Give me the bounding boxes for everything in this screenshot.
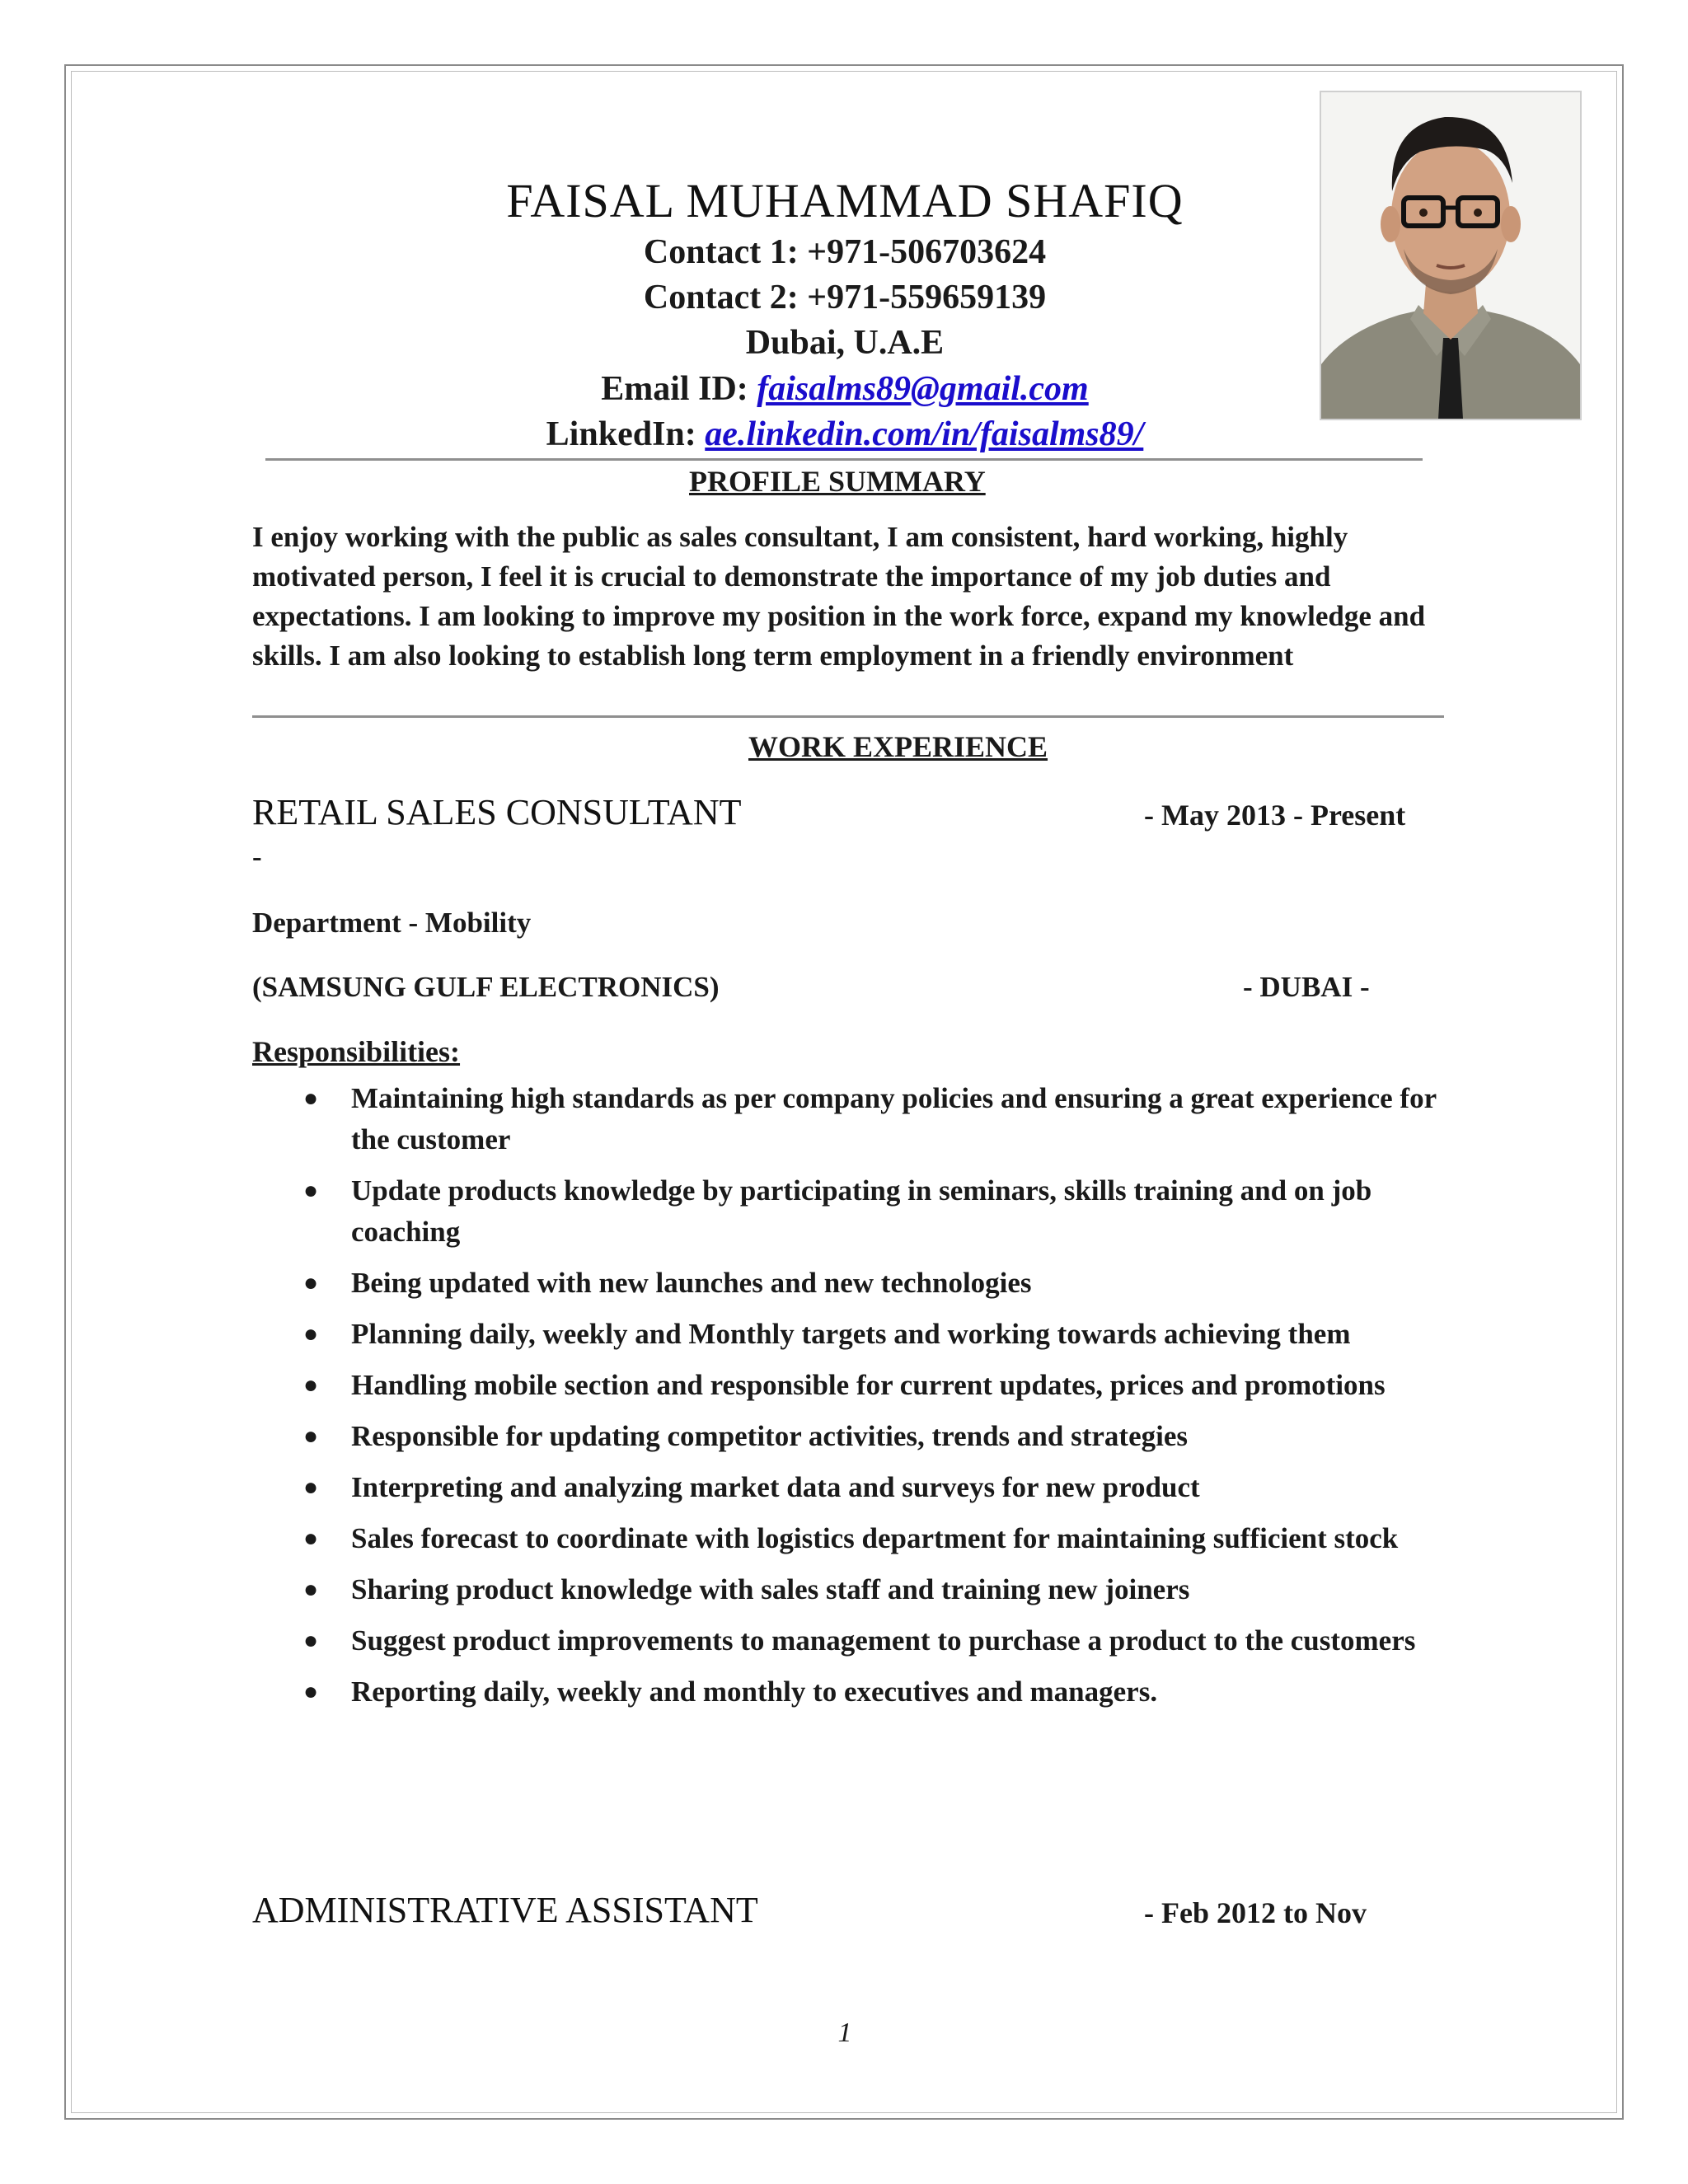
job-dates-retail: - May 2013 - Present <box>1144 799 1406 832</box>
list-item-text: Sales forecast to coordinate with logistics department for maintaining sufficient stock <box>351 1522 1399 1554</box>
responsibilities-list <box>252 1078 1456 1722</box>
list-item-text: Being updated with new launches and new technologies <box>351 1267 1032 1299</box>
list-item-text: Interpreting and analyzing market data and surveys for new product <box>351 1471 1200 1503</box>
bullet-icon: ● <box>303 1525 319 1552</box>
list-item <box>252 1569 1456 1610</box>
bullet-icon: ● <box>303 1627 319 1654</box>
list-item <box>252 1263 1456 1304</box>
list-item-text: Handling mobile section and responsible for current updates, prices and promotions <box>351 1369 1386 1401</box>
list-item <box>252 1467 1456 1508</box>
title-dash: - <box>252 841 262 873</box>
candidate-name: FAISAL MUHAMMAD SHAFIQ <box>506 174 1184 227</box>
list-item <box>252 1365 1456 1406</box>
list-item-text: Sharing product knowledge with sales staff and training new joiners <box>351 1573 1190 1605</box>
list-item-text: Suggest product improvements to management to purchase a product to the customers <box>351 1624 1416 1657</box>
profile-summary-text: I enjoy working with the public as sales consultant, I am consistent, hard working, highly motivated person, I feel it is crucial to demonstrate the importance of my job duties and expectations. I am looking to improve my position in the work force, expand my knowledge and skills. I am also looking to establish long term employment in a friendly environment <box>252 521 1426 672</box>
email-label: Email ID: <box>601 370 757 408</box>
list-item <box>252 1416 1456 1457</box>
portrait-image <box>1321 92 1580 419</box>
list-item <box>252 1078 1456 1160</box>
job-title-retail: RETAIL SALES CONSULTANT <box>252 792 742 832</box>
bullet-icon: ● <box>303 1320 319 1347</box>
email-link[interactable]: faisalms89@gmail.com <box>757 370 1089 408</box>
list-item <box>252 1518 1456 1559</box>
list-item-text: Update products knowledge by participating in seminars, skills training and on job coaching <box>351 1174 1372 1248</box>
list-item <box>252 1314 1456 1355</box>
linkedin-link[interactable]: ae.linkedin.com/in/faisalms89/ <box>705 415 1144 453</box>
bullet-icon: ● <box>303 1177 319 1204</box>
linkedin-label: LinkedIn: <box>546 415 706 453</box>
company-name: (SAMSUNG GULF ELECTRONICS) <box>252 971 720 1003</box>
email-line <box>247 369 1442 409</box>
work-experience-heading: WORK EXPERIENCE <box>748 730 1048 763</box>
list-item-text: Reporting daily, weekly and monthly to executives and managers. <box>351 1675 1158 1708</box>
summary-divider <box>252 715 1444 718</box>
contact-1: Contact 1: +971-506703624 <box>643 233 1047 271</box>
profile-photo <box>1320 91 1582 420</box>
bullet-icon: ● <box>303 1085 319 1112</box>
list-item-text: Responsible for updating competitor activities, trends and strategies <box>351 1420 1188 1452</box>
company-location: - DUBAI - <box>1243 971 1370 1003</box>
list-item-text: Maintaining high standards as per company policies and ensuring a great experience for the customer <box>351 1082 1437 1155</box>
list-item <box>252 1620 1456 1661</box>
bullet-icon: ● <box>303 1269 319 1296</box>
department: Department - Mobility <box>252 907 532 939</box>
bullet-icon: ● <box>303 1678 319 1705</box>
list-item-text: Planning daily, weekly and Monthly targets and working towards achieving them <box>351 1318 1351 1350</box>
contact-2: Contact 2: +971-559659139 <box>643 279 1047 316</box>
location: Dubai, U.A.E <box>745 324 945 362</box>
profile-summary-heading: PROFILE SUMMARY <box>689 465 986 498</box>
list-item <box>252 1671 1456 1713</box>
page-number: 1 <box>837 2018 852 2048</box>
linkedin-line <box>247 415 1442 454</box>
job-dates-admin: - Feb 2012 to Nov <box>1144 1896 1367 1929</box>
job-title-admin: ADMINISTRATIVE ASSISTANT <box>252 1890 758 1930</box>
bullet-icon: ● <box>303 1422 319 1450</box>
list-item <box>252 1170 1456 1253</box>
header-divider <box>265 458 1423 461</box>
bullet-icon: ● <box>303 1576 319 1603</box>
responsibilities-heading: Responsibilities: <box>252 1035 461 1068</box>
bullet-icon: ● <box>303 1474 319 1501</box>
bullet-icon: ● <box>303 1371 319 1399</box>
